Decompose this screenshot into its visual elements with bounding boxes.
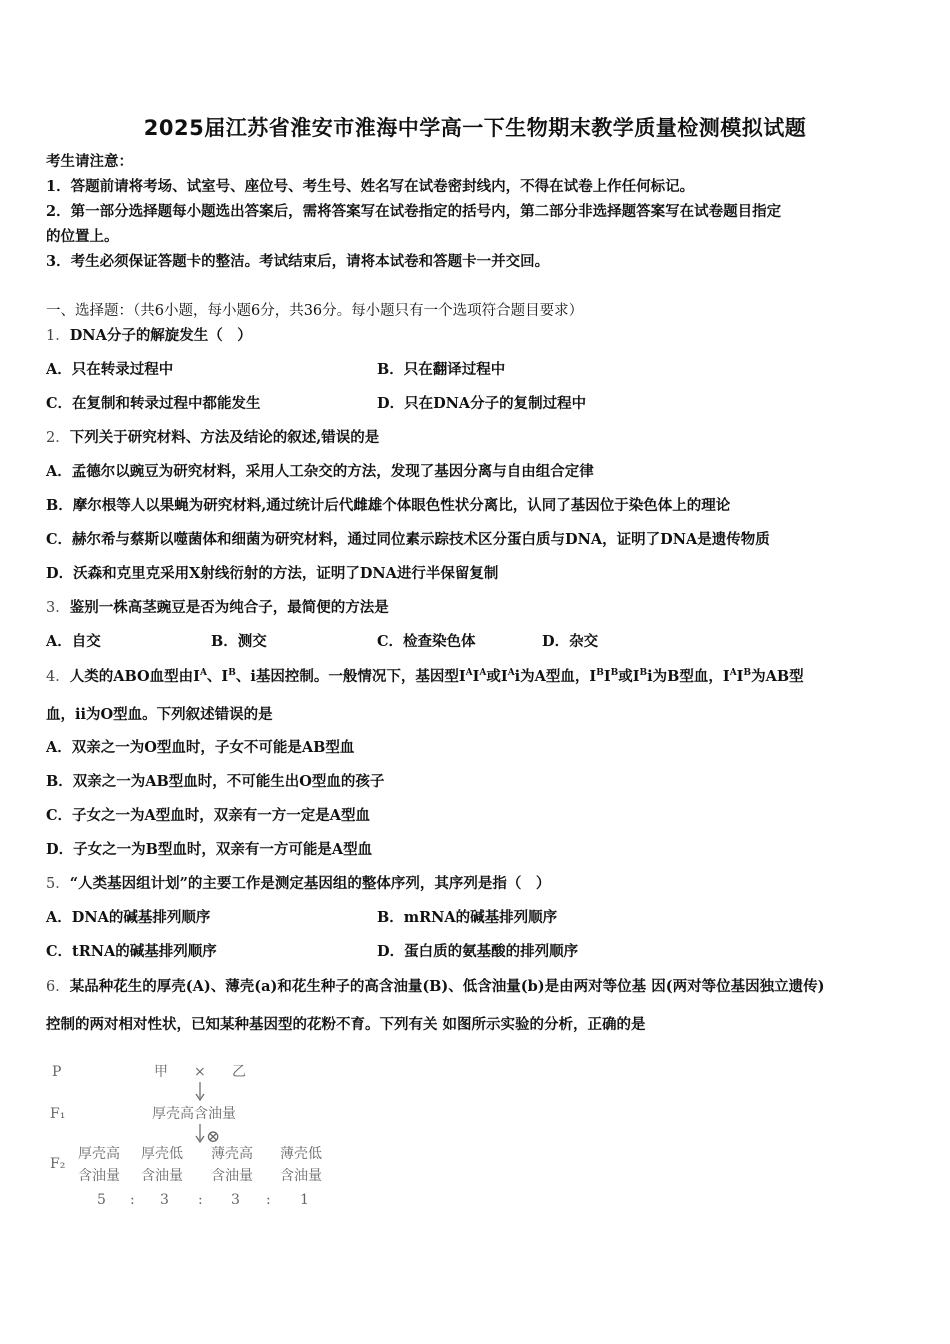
question-text: 鉴别一株高茎豌豆是否为纯合子，最简便的方法是	[69, 599, 389, 616]
stem-text: 、I	[206, 668, 229, 685]
section-heading: 一、选择题：（共6小题，每小题6分，共36分。每小题只有一个选项符合题目要求）	[46, 303, 584, 319]
superscript: A	[479, 668, 487, 678]
question-6-stem	[46, 977, 824, 997]
f2-ratio: 1	[300, 1192, 309, 1208]
down-arrow-icon	[196, 1082, 204, 1100]
f2-generation-label: F₂	[50, 1156, 66, 1172]
question-number: 4．	[46, 669, 70, 685]
question-3-stem	[46, 598, 389, 618]
q5-option-d: D．蛋白质的氨基酸的排列顺序	[377, 943, 579, 960]
f2-type-line1: 厚壳低	[141, 1146, 183, 1162]
q3-option-c: C．检查染色体	[377, 633, 476, 650]
stem-text: i为B型血，I	[647, 668, 730, 685]
superscript: B	[610, 668, 619, 678]
question-5-stem	[46, 874, 550, 894]
superscript: B	[596, 668, 604, 678]
q4-option-a: A．双亲之一为O型血时，子女不可能是AB型血	[46, 739, 355, 756]
question-text: 下列关于研究材料、方法及结论的叙述,错误的是	[69, 429, 380, 446]
q5-option-a: A．DNA的碱基排列顺序	[46, 909, 211, 926]
q4-option-d: D．子女之一为B型血时，双亲有一方可能是A型血	[46, 841, 373, 858]
f2-type-line1: 厚壳高	[78, 1146, 120, 1162]
q3-option-a: A．自交	[46, 633, 101, 650]
q2-option-d: D．沃森和克里克采用X射线衍射的方法，证明了DNA进行半保留复制	[46, 565, 499, 582]
f2-type-line2: 含油量	[141, 1168, 183, 1184]
superscript: B	[743, 668, 752, 678]
question-text: 某品种花生的厚壳(A)、薄壳(a)和花生种子的高含油量(B)、低含油量(b)是由两对等位基 因(两对等位基因独立遗传)	[69, 978, 825, 995]
parent-2: 乙	[232, 1064, 246, 1080]
notice-item: 2．第一部分选择题每小题选出答案后，需将答案写在试卷指定的括号内，第二部分非选择题答案写在试卷题目指定	[46, 203, 782, 220]
question-4-stem	[46, 667, 804, 687]
f2-type-line2: 含油量	[78, 1168, 120, 1184]
ratio-separator: :	[130, 1192, 135, 1208]
q1-option-b: B．只在翻译过程中	[377, 361, 506, 378]
f2-ratio: 5	[97, 1192, 106, 1208]
superscript: A	[507, 668, 515, 678]
notice-item: 1．答题前请将考场、试室号、座位号、考生号、姓名写在试卷密封线内，不得在试卷上作任何标记。	[46, 178, 695, 195]
f2-type-line2: 含油量	[211, 1168, 253, 1184]
stem-text: 或I	[618, 668, 640, 685]
stem-text: I	[736, 668, 744, 685]
notice-item: 的位置上。	[46, 228, 119, 245]
question-number: 1．	[46, 328, 70, 344]
question-6-stem-line2: 控制的两对相对性状，已知某种基因型的花粉不育。下列有关 如图所示实验的分析，正确的是	[46, 1016, 646, 1033]
stem-text: 人类的ABO血型由I	[69, 668, 200, 685]
down-arrow-icon	[196, 1124, 204, 1142]
stem-text: 、i基因控制。一般情况下，基因型I	[235, 668, 466, 685]
ratio-separator: :	[198, 1192, 203, 1208]
question-number: 3．	[46, 600, 70, 616]
question-2-stem	[46, 428, 379, 448]
f2-type-line1: 薄壳高	[211, 1146, 253, 1162]
question-number: 2．	[46, 430, 70, 446]
superscript: B	[228, 668, 236, 678]
notice-heading: 考生请注意：	[46, 153, 133, 170]
f2-type-line2: 含油量	[280, 1168, 322, 1184]
stem-text: 为AB型	[751, 668, 804, 685]
selfing-symbol: ⊗	[206, 1127, 221, 1147]
genetic-cross-diagram	[46, 1058, 366, 1218]
page-title: 2025届江苏省淮安市淮海中学高一下生物期末教学质量检测模拟试题	[143, 116, 807, 140]
stem-text: I	[603, 668, 611, 685]
q1-option-c: C．在复制和转录过程中都能发生	[46, 395, 261, 412]
q4-option-b: B．双亲之一为AB型血时，不可能生出O型血的孩子	[46, 773, 385, 790]
f1-generation-label: F₁	[50, 1106, 66, 1122]
question-text: “人类基因组计划”的主要工作是测定基因组的整体序列，其序列是指（ ）	[69, 875, 551, 892]
q4-option-c: C．子女之一为A型血时，双亲有一方一定是A型血	[46, 807, 371, 824]
f2-type-line1: 薄壳低	[280, 1146, 322, 1162]
question-4-stem-line2: 血，ii为O型血。下列叙述错误的是	[46, 706, 273, 723]
stem-text: i为A型血，I	[514, 668, 597, 685]
stem-text: 或I	[486, 668, 508, 685]
superscript: A	[199, 668, 207, 678]
q2-option-c: C．赫尔希与蔡斯以噬菌体和细菌为研究材料，通过同位素示踪技术区分蛋白质与DNA，证明了DNA是遗传物质	[46, 531, 770, 548]
q1-option-d: D．只在DNA分子的复制过程中	[377, 395, 587, 412]
notice-item: 3．考生必须保证答题卡的整洁。考试结束后，请将本试卷和答题卡一并交回。	[46, 253, 550, 270]
ratio-separator: :	[266, 1192, 271, 1208]
question-number: 5．	[46, 876, 70, 892]
superscript: A	[729, 668, 737, 678]
superscript: A	[465, 668, 473, 678]
question-number: 6．	[46, 979, 70, 995]
f1-phenotype: 厚壳高含油量	[152, 1106, 236, 1122]
cross-symbol: ×	[194, 1064, 206, 1080]
q1-option-a: A．只在转录过程中	[46, 361, 174, 378]
question-1-stem	[46, 326, 252, 346]
p-generation-label: P	[52, 1064, 62, 1080]
q5-option-b: B．mRNA的碱基排列顺序	[377, 909, 558, 926]
f2-ratio: 3	[231, 1192, 240, 1208]
parent-1: 甲	[154, 1064, 168, 1080]
q5-option-c: C．tRNA的碱基排列顺序	[46, 943, 217, 960]
superscript: B	[639, 668, 648, 678]
q2-option-a: A．孟德尔以豌豆为研究材料，采用人工杂交的方法，发现了基因分离与自由组合定律	[46, 463, 594, 480]
question-text: DNA分子的解旋发生（ ）	[69, 327, 252, 344]
q3-option-d: D．杂交	[542, 633, 599, 650]
stem-text: I	[472, 668, 480, 685]
q3-option-b: B．测交	[211, 633, 267, 650]
q2-option-b: B．摩尔根等人以果蝇为研究材料,通过统计后代雌雄个体眼色性状分离比，认同了基因位于染色体上的理论	[46, 497, 731, 514]
f2-ratio: 3	[160, 1192, 169, 1208]
